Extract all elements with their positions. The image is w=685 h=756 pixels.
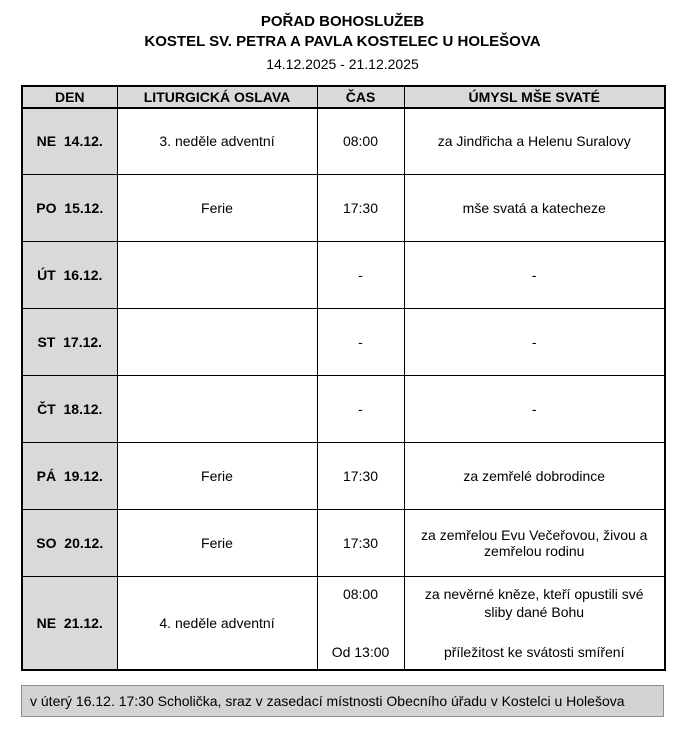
cell-day: NE 21.12. xyxy=(22,577,117,670)
cell-time-morning: 08:00 xyxy=(342,585,379,602)
cell-day: ÚT 16.12. xyxy=(22,242,117,309)
cell-intention: za Jindřicha a Helenu Suralovy xyxy=(404,108,665,175)
cell-intention: za zemřelé dobrodince xyxy=(404,443,665,510)
cell-celebration: Ferie xyxy=(117,175,317,242)
cell-celebration: Ferie xyxy=(117,510,317,577)
cell-intention xyxy=(404,577,665,670)
column-header-cas: ČAS xyxy=(317,86,404,108)
table-row xyxy=(22,175,665,242)
table-row xyxy=(22,577,665,670)
cell-intention: - xyxy=(404,309,665,376)
cell-day: ČT 18.12. xyxy=(22,376,117,443)
date-range: 14.12.2025 - 21.12.2025 xyxy=(266,55,419,72)
document-subtitle: KOSTEL SV. PETRA A PAVLA KOSTELEC U HOLEŠOVA xyxy=(144,33,541,51)
column-header-umysl: ÚMYSL MŠE SVATÉ xyxy=(404,86,665,108)
cell-time: - xyxy=(317,376,404,443)
cell-intention: - xyxy=(404,376,665,443)
column-header-den: DEN xyxy=(22,86,117,108)
cell-celebration: 4. neděle adventní xyxy=(117,577,317,670)
table-header-row xyxy=(22,86,665,108)
cell-day: ST 17.12. xyxy=(22,309,117,376)
cell-time-afternoon: Od 13:00 xyxy=(331,643,390,660)
cell-time: - xyxy=(317,242,404,309)
cell-day: PÁ 19.12. xyxy=(22,443,117,510)
cell-intention: - xyxy=(404,242,665,309)
schedule-table xyxy=(21,85,666,671)
document-title: POŘAD BOHOSLUŽEB xyxy=(260,13,425,30)
column-header-liturgicka-oslava: LITURGICKÁ OSLAVA xyxy=(117,86,317,108)
table-row xyxy=(22,376,665,443)
cell-celebration xyxy=(117,242,317,309)
cell-time: 08:00 xyxy=(317,108,404,175)
cell-intention: za zemřelou Evu Večeřovou, živou a zemřelou rodinu xyxy=(404,510,665,577)
cell-celebration: Ferie xyxy=(117,443,317,510)
cell-time xyxy=(317,577,404,670)
cell-time: 17:30 xyxy=(317,175,404,242)
cell-intention-morning: za nevěrné kněze, kteří opustili své sliby dané Bohu xyxy=(424,585,644,620)
table-row xyxy=(22,108,665,175)
cell-day: PO 15.12. xyxy=(22,175,117,242)
cell-time: 17:30 xyxy=(317,510,404,577)
cell-time: 17:30 xyxy=(317,443,404,510)
cell-day: NE 14.12. xyxy=(22,108,117,175)
table-row xyxy=(22,309,665,376)
cell-celebration xyxy=(117,309,317,376)
footer-note: v úterý 16.12. 17:30 Scholička, sraz v zasedací místnosti Obecního úřadu v Kostelci u Holešova xyxy=(21,685,664,717)
table-row xyxy=(22,242,665,309)
table-row xyxy=(22,443,665,510)
cell-celebration: 3. neděle adventní xyxy=(117,108,317,175)
cell-day: SO 20.12. xyxy=(22,510,117,577)
document-header xyxy=(21,12,664,72)
cell-intention: mše svatá a katecheze xyxy=(404,175,665,242)
cell-intention-afternoon: příležitost ke svátosti smíření xyxy=(443,643,625,660)
table-row xyxy=(22,510,665,577)
cell-time: - xyxy=(317,309,404,376)
cell-celebration xyxy=(117,376,317,443)
